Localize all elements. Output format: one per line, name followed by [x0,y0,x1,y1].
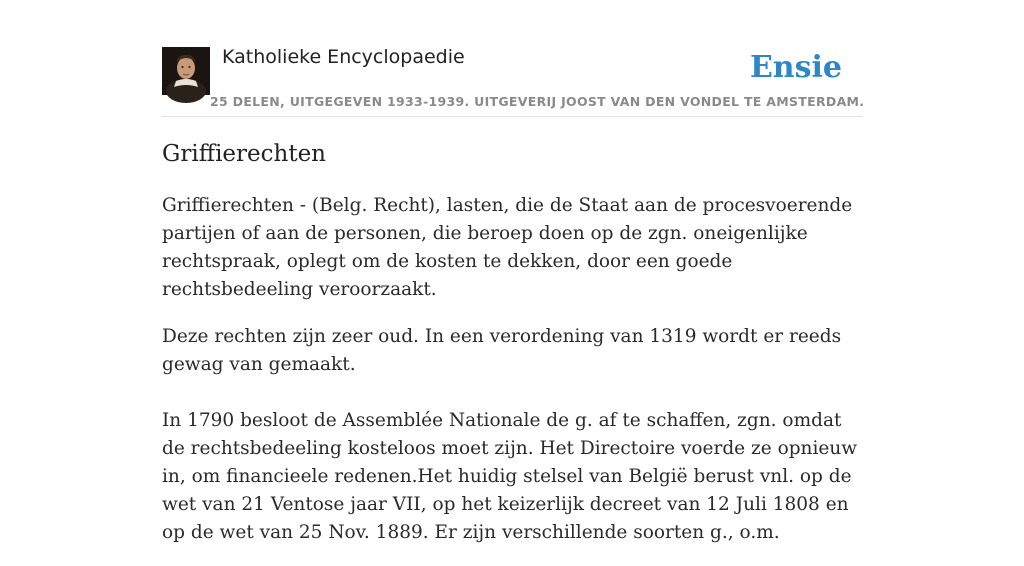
source-header [162,44,865,117]
source-title[interactable]: Katholieke Encyclopaedie [222,46,465,68]
article [162,138,866,566]
article-paragraph: Griffierechten - (Belg. Recht), lasten, die de Staat aan de procesvoerende partijen of aan de personen, die beroep doen op de zgn. oneigenlijke rechtspraak, oplegt om de kosten te dekken, door een goede rechtsbedeeling veroorzaakt. [162,195,853,300]
source-subtitle: 25 DELEN, UITGEGEVEN 1933-1939. UITGEVERIJ JOOST VAN DEN VONDEL TE AMSTERDAM. [210,94,865,109]
article-title: Griffierechten [162,141,326,167]
portrait-avatar-icon[interactable] [162,47,210,95]
article-paragraph: Deze rechten zijn zeer oud. In een verordening van 1319 wordt er reeds gewag van gemaakt. In 1790 besloot de Assemblée Nationale de g. af te schaffen, zgn. omdat de rechtsbedeeling kosteloos moet zijn. Het Directoire voerde ze opnieuw in, om financieele redenen.Het huidig stelsel van België berust vnl. op de wet van 21 Ventose jaar VII, op het keizerlijk decreet van 12 Juli 1808 en op de wet van 25 Nov. 1889. Er zijn verschillende soorten g., o.m. [162,326,858,543]
ensie-logo[interactable]: Ensie [749,50,842,85]
